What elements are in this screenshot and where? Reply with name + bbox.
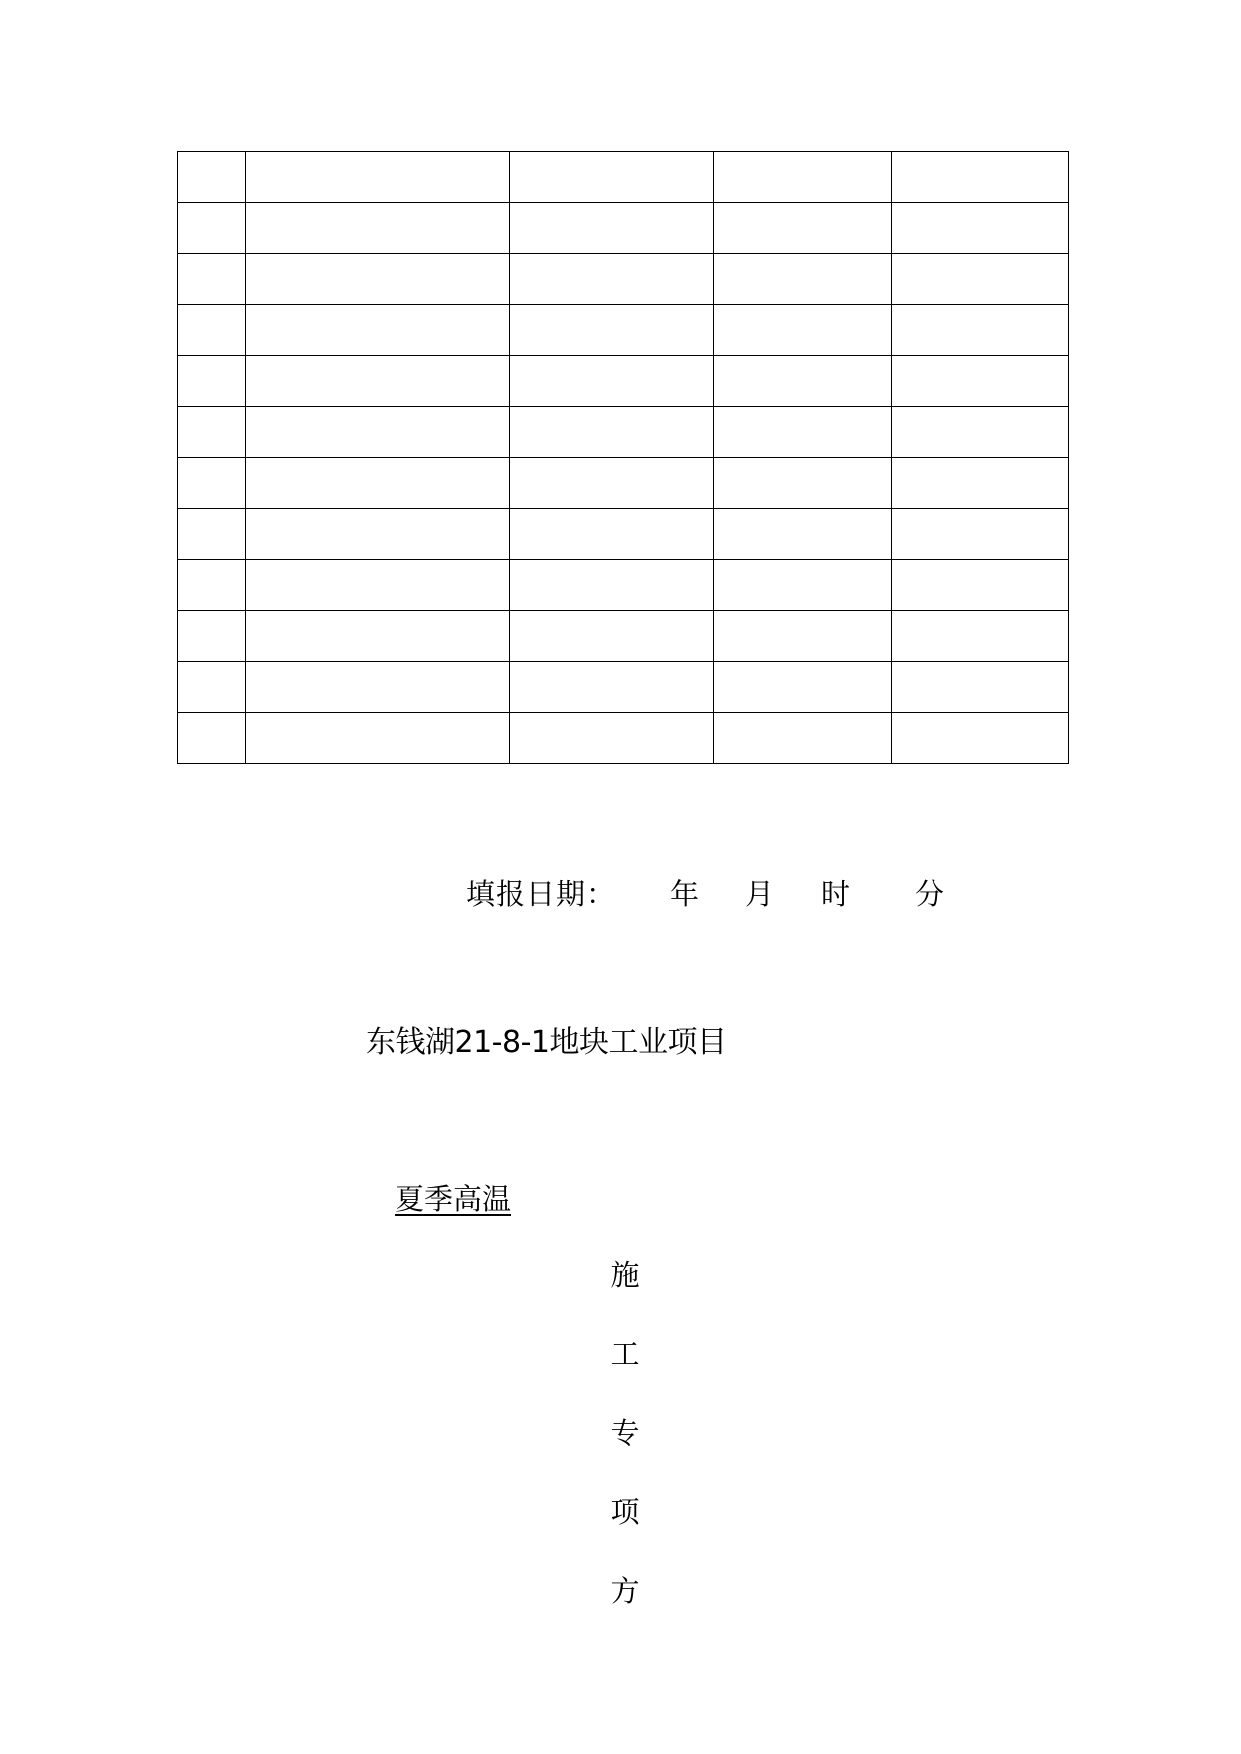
- table-row: [178, 203, 1069, 254]
- table-cell: [178, 203, 246, 254]
- table-cell: [178, 305, 246, 356]
- table-row: [178, 356, 1069, 407]
- table-cell: [510, 356, 714, 407]
- vertical-title-char: 方: [610, 1574, 640, 1608]
- table-row: [178, 509, 1069, 560]
- table-cell: [892, 407, 1069, 458]
- table-row: [178, 407, 1069, 458]
- table-cell: [510, 662, 714, 713]
- table-cell: [510, 509, 714, 560]
- table-cell: [178, 662, 246, 713]
- table-cell: [178, 356, 246, 407]
- table-cell: [246, 305, 510, 356]
- vertical-title-char: 项: [610, 1495, 640, 1529]
- table-cell: [246, 509, 510, 560]
- table-row: [178, 254, 1069, 305]
- table-cell: [892, 713, 1069, 764]
- table-row: [178, 152, 1069, 203]
- table-cell: [178, 458, 246, 509]
- table-body: [178, 152, 1069, 764]
- table-cell: [510, 611, 714, 662]
- table-cell: [714, 152, 892, 203]
- table-cell: [510, 305, 714, 356]
- vertical-title-char: 专: [610, 1416, 640, 1450]
- table-cell: [510, 152, 714, 203]
- table-cell: [714, 560, 892, 611]
- table-cell: [510, 203, 714, 254]
- table-cell: [178, 407, 246, 458]
- table-cell: [178, 713, 246, 764]
- table-cell: [246, 611, 510, 662]
- season-title: 夏季高温: [395, 1182, 512, 1216]
- table-cell: [246, 254, 510, 305]
- month-label: 月: [745, 877, 776, 911]
- table-cell: [178, 560, 246, 611]
- table-cell: [892, 458, 1069, 509]
- table-cell: [892, 356, 1069, 407]
- table-cell: [714, 203, 892, 254]
- table-cell: [714, 713, 892, 764]
- table-cell: [246, 407, 510, 458]
- table-cell: [892, 662, 1069, 713]
- vertical-title-char: 施: [610, 1258, 640, 1292]
- table-cell: [510, 254, 714, 305]
- table-cell: [714, 407, 892, 458]
- table-cell: [246, 152, 510, 203]
- table-cell: [246, 458, 510, 509]
- table-cell: [246, 662, 510, 713]
- table-cell: [178, 152, 246, 203]
- table-row: [178, 305, 1069, 356]
- table-cell: [892, 254, 1069, 305]
- table-cell: [178, 611, 246, 662]
- table-cell: [510, 458, 714, 509]
- table-cell: [178, 509, 246, 560]
- table-cell: [510, 407, 714, 458]
- table-cell: [892, 509, 1069, 560]
- table-row: [178, 560, 1069, 611]
- table-cell: [892, 203, 1069, 254]
- table-cell: [892, 560, 1069, 611]
- table-cell: [892, 305, 1069, 356]
- table-row: [178, 611, 1069, 662]
- table-cell: [246, 203, 510, 254]
- table-cell: [714, 458, 892, 509]
- table-row: [178, 713, 1069, 764]
- table-cell: [246, 356, 510, 407]
- table-cell: [892, 152, 1069, 203]
- table-cell: [714, 611, 892, 662]
- table-cell: [510, 713, 714, 764]
- blank-form-table: [177, 151, 1069, 764]
- year-label: 年: [670, 877, 701, 911]
- table-row: [178, 458, 1069, 509]
- project-name: 东钱湖21-8-1地块工业项目: [366, 1025, 727, 1060]
- table-cell: [714, 662, 892, 713]
- table-cell: [510, 560, 714, 611]
- hour-label: 时: [821, 877, 852, 911]
- table-row: [178, 662, 1069, 713]
- vertical-title-char: 工: [610, 1337, 640, 1371]
- table-cell: [714, 509, 892, 560]
- fill-date-label: 填报日期：: [466, 877, 617, 911]
- table-cell: [714, 254, 892, 305]
- table-cell: [178, 254, 246, 305]
- minute-label: 分: [915, 877, 946, 911]
- table-cell: [714, 305, 892, 356]
- table-cell: [246, 713, 510, 764]
- table-cell: [246, 560, 510, 611]
- table-cell: [892, 611, 1069, 662]
- table-cell: [714, 356, 892, 407]
